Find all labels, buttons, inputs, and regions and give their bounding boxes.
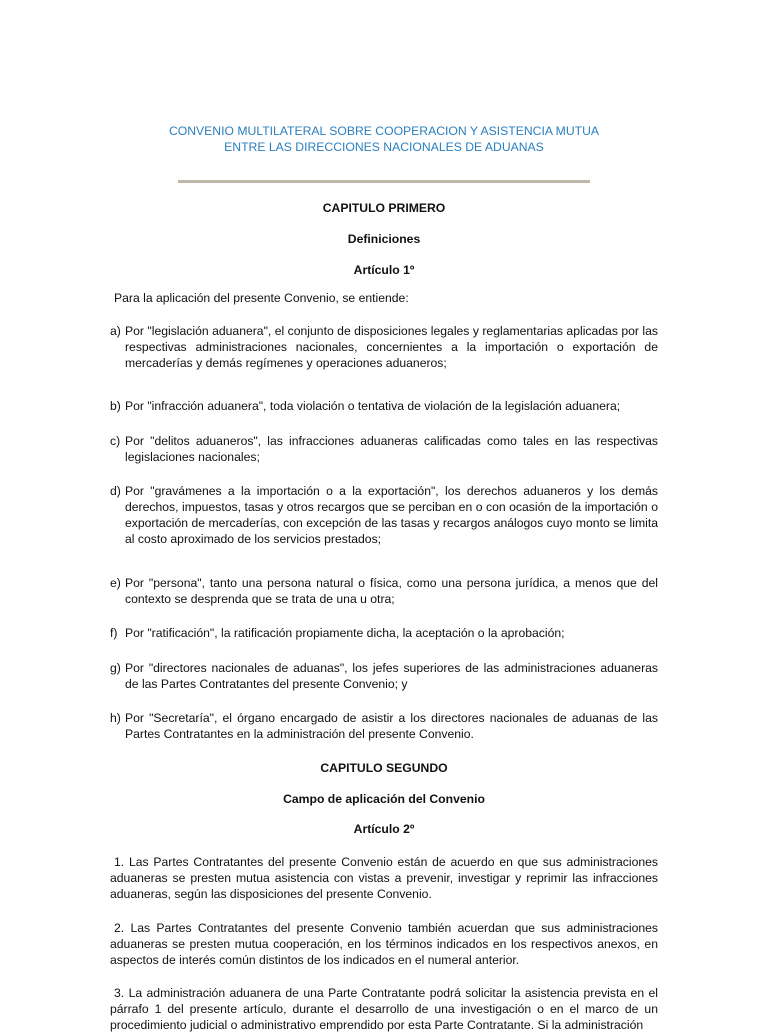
item-letter: b): [110, 399, 121, 413]
article-2-paragraph-1: 1. Las Partes Contratantes del presente Convenio están de acuerdo en que sus administraciones aduaneras se presten mutua asistencia con vistas a prevenir, investigar y reprimir las infracciones aduaneras, según las disposiciones del presente Convenio.: [110, 855, 658, 901]
item-text: Por "infracción aduanera", toda violación o tentativa de violación de la legislación aduanera;: [125, 399, 621, 413]
article-1-heading: Artículo 1º: [353, 263, 415, 277]
item-letter: g): [110, 661, 121, 675]
article-1-intro: Para la aplicación del presente Convenio, se entiende:: [114, 291, 409, 305]
definition-item-a: [110, 323, 658, 371]
definition-item-b: [110, 398, 658, 414]
chapter-2-heading: CAPITULO SEGUNDO: [320, 761, 448, 775]
item-letter: f): [110, 626, 118, 640]
item-text: Por "ratificación", la ratificación propiamente dicha, la aceptación o la aprobación;: [125, 626, 565, 640]
item-letter: a): [110, 324, 121, 338]
item-letter: e): [110, 576, 121, 590]
article-2-heading: Artículo 2º: [353, 822, 415, 836]
item-text: Por "persona", tanto una persona natural o física, como una persona jurídica, a menos que del contexto se desprenda que se trata de una u otra;: [125, 576, 658, 606]
definition-item-h: [110, 710, 658, 742]
document-title-line-2: ENTRE LAS DIRECCIONES NACIONALES DE ADUANAS: [224, 140, 544, 154]
item-text: Por "delitos aduaneros", las infracciones aduaneras calificadas como tales en las respectivas legislaciones nacionales;: [125, 434, 658, 464]
chapter-1-subheading: Definiciones: [347, 232, 421, 246]
definition-item-f: [110, 625, 658, 641]
definition-item-e: [110, 575, 658, 607]
chapter-2-subheading: Campo de aplicación del Convenio: [283, 792, 485, 806]
item-text: Por "directores nacionales de aduanas", los jefes superiores de las administraciones aduaneras de las Partes Contratantes del presente Convenio; y: [125, 661, 658, 691]
item-text: Por "gravámenes a la importación o a la exportación", los derechos aduaneros y los demás derechos, impuestos, tasas y otros recargos que se perciban en o con ocasión de la importación o exportación de mercaderías, con excepción de las tasas y recargos análogos cuyo monto se limita al costo aproximado de los servicios prestados;: [125, 484, 658, 546]
item-letter: h): [110, 711, 121, 725]
definition-item-c: [110, 433, 658, 465]
definition-item-d: [110, 483, 658, 547]
definition-item-g: [110, 660, 658, 692]
item-text: Por "Secretaría", el órgano encargado de asistir a los directores nacionales de aduanas de las Partes Contratantes en la administración del presente Convenio.: [125, 711, 658, 741]
chapter-1-heading: CAPITULO PRIMERO: [322, 201, 446, 215]
title-divider: [178, 180, 590, 183]
item-letter: c): [110, 434, 121, 448]
article-2-paragraph-3: 3. La administración aduanera de una Parte Contratante podrá solicitar la asistencia prevista en el párrafo 1 del presente artículo, durante el desarrollo de una investigación o en el marco de un procedimiento judicial o administrativo emprendido por esta Parte Contratante. Si la administración: [110, 986, 658, 1032]
item-letter: d): [110, 484, 121, 498]
article-2-paragraph-2: 2. Las Partes Contratantes del presente Convenio también acuerdan que sus administraciones aduaneras se presten mutua cooperación, en los términos indicados en los respectivos anexos, en aspectos de interés común distintos de los indicados en el numeral anterior.: [110, 921, 658, 967]
document-title-line-1: CONVENIO MULTILATERAL SOBRE COOPERACION Y ASISTENCIA MUTUA: [168, 124, 600, 138]
item-text: Por "legislación aduanera", el conjunto de disposiciones legales y reglamentarias aplicadas por las respectivas administraciones nacionales, concernientes a la importación o exportación de mercaderías y demás regímenes y operaciones aduaneros;: [125, 324, 658, 370]
